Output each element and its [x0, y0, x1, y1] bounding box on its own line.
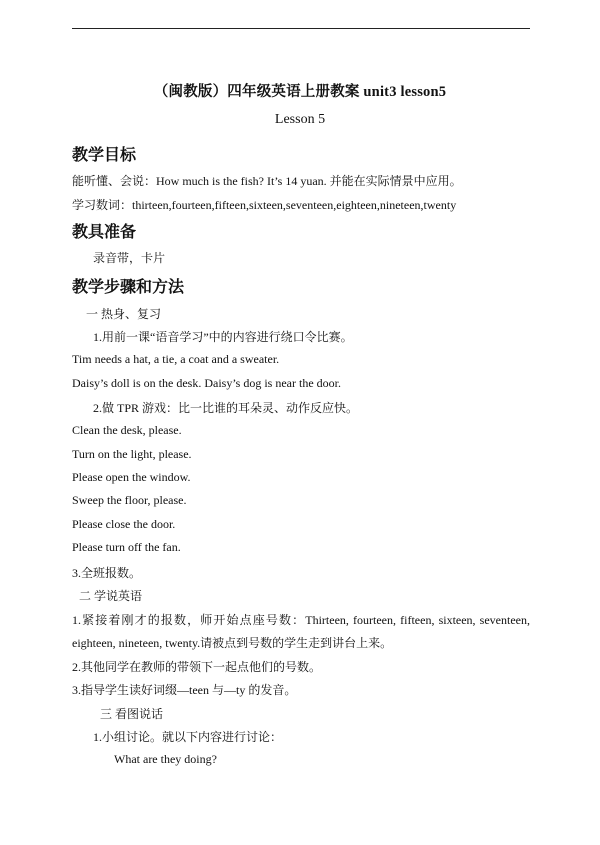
part1-item-3: 3.全班报数。 — [72, 566, 142, 580]
lesson-subtitle: Lesson 5 — [274, 112, 326, 127]
discussion-question: What are they doing? — [114, 752, 217, 766]
steps-heading: 教学步骤和方法 — [72, 279, 185, 296]
tongue-twister-2: Daisy’s doll is on the desk. Daisy’s dog is near the door. — [72, 376, 341, 390]
materials-line-1: 录音带，卡片 — [93, 251, 166, 265]
tongue-twister-1: Tim needs a hat, a tie, a coat and a sweater. — [72, 352, 280, 366]
part3-item-1: 1.小组讨论。就以下内容进行讨论： — [93, 730, 283, 744]
part2-title: 二 学说英语 — [79, 589, 143, 603]
goals-heading: 教学目标 — [72, 147, 137, 164]
tpr-command-3: Please open the window. — [72, 470, 191, 484]
part2-item-1a: 1.紧接着刚才的报数，师开始点座号数：Thirteen, fourteen, fifteen, sixteen, seventeen, — [72, 613, 530, 627]
part1-title: 一 热身、复习 — [86, 307, 162, 321]
header-rule — [72, 28, 530, 29]
part1-item-1: 1.用前一课“语音学习”中的内容进行绕口令比赛。 — [93, 330, 353, 344]
goals-line-1: 能听懂、会说：How much is the fish? It’s 14 yuan. 并能在实际情景中应用。 — [72, 174, 462, 188]
part2-item-2: 2.其他同学在教师的带领下一起点他们的号数。 — [72, 660, 322, 674]
part2-item-3: 3.指导学生读好词缀—teen 与—ty 的发音。 — [72, 683, 297, 697]
goals-line-2: 学习数词：thirteen,fourteen,fifteen,sixteen,seventeen,eighteen,nineteen,twenty — [72, 198, 457, 212]
materials-heading: 教具准备 — [72, 224, 137, 241]
tpr-command-4: Sweep the floor, please. — [72, 493, 187, 507]
document-title: （闽教版）四年级英语上册教案 unit3 lesson5 — [153, 84, 447, 100]
part3-title: 三 看图说话 — [100, 707, 164, 721]
tpr-command-2: Turn on the light, please. — [72, 447, 192, 461]
part1-item-2: 2.做 TPR 游戏：比一比谁的耳朵灵、动作反应快。 — [93, 401, 359, 415]
tpr-command-6: Please turn off the fan. — [72, 540, 181, 554]
tpr-command-1: Clean the desk, please. — [72, 423, 182, 437]
tpr-command-5: Please close the door. — [72, 517, 176, 531]
part2-item-1b: eighteen, nineteen, twenty.请被点到号数的学生走到讲台上来。 — [72, 636, 393, 650]
